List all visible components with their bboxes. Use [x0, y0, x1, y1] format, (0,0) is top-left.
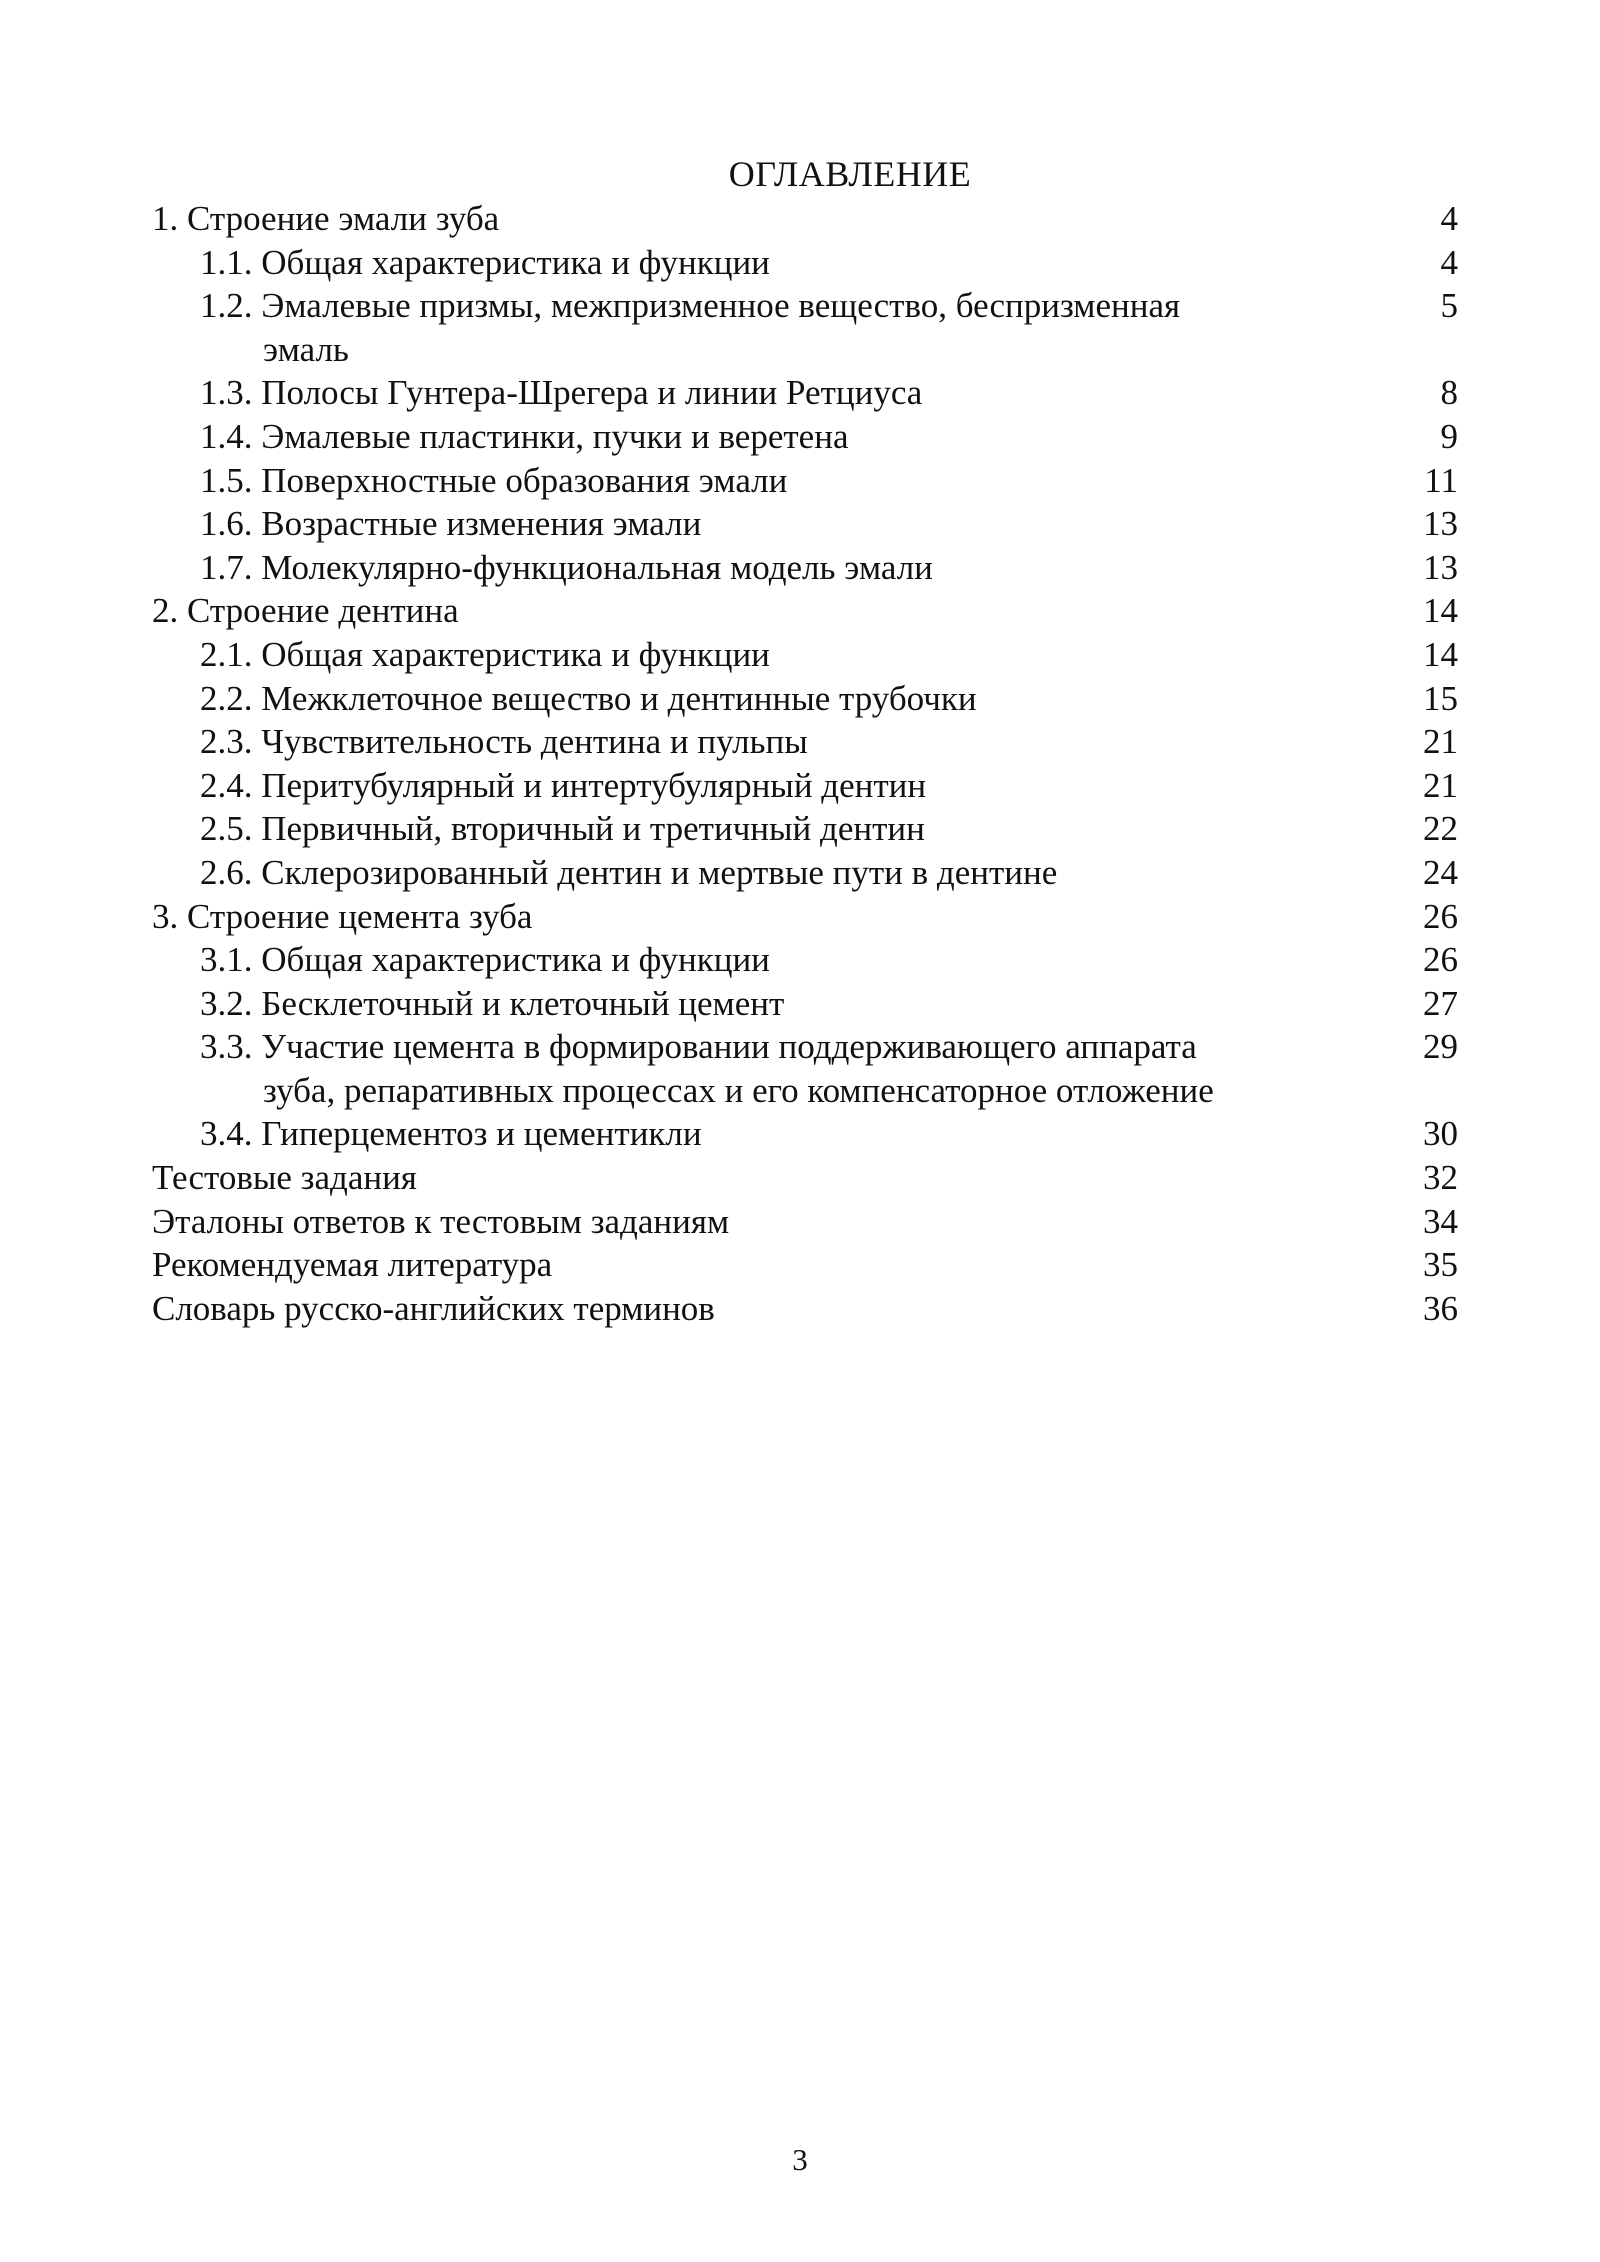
toc-entry-label — [152, 502, 1458, 546]
toc-entry — [152, 241, 1458, 285]
toc-entry-label — [152, 1025, 1458, 1112]
toc-entry — [152, 720, 1458, 764]
toc-entry-text: 3. Строение цемента зуба — [152, 896, 533, 936]
toc-entry — [152, 502, 1458, 546]
toc-entry — [152, 807, 1458, 851]
toc-entry-text: Рекомендуемая литература — [152, 1245, 553, 1285]
toc-entry-page-number: 4 — [1440, 199, 1458, 238]
toc-entry-page-number: 13 — [1423, 504, 1458, 544]
toc-entry-text: 1. Строение эмали зуба — [152, 199, 500, 238]
toc-entry-text: 1.6. Возрастные изменения эмали — [200, 504, 702, 544]
toc-entry-page-number: 4 — [1440, 242, 1458, 282]
toc-entry-label — [152, 1287, 1458, 1331]
toc-entry-label — [152, 677, 1458, 721]
toc-entry-page-number: 22 — [1423, 809, 1458, 849]
toc-entry-label — [152, 415, 1458, 459]
toc-entry-label — [152, 459, 1458, 503]
toc-entry-page-number: 13 — [1423, 547, 1458, 587]
toc-entry-text: 1.5. Поверхностные образования эмали — [200, 460, 788, 500]
toc-entry-label — [152, 720, 1458, 764]
toc-entry — [152, 1287, 1458, 1331]
toc-entry — [152, 764, 1458, 808]
toc-entry-label — [152, 807, 1458, 851]
toc-entry-page-number: 9 — [1440, 416, 1458, 456]
toc-entry-page-number: 35 — [1423, 1245, 1458, 1285]
toc-entry — [152, 982, 1458, 1026]
toc-entry-label — [152, 938, 1458, 982]
toc-entry-text: 3.1. Общая характеристика и функции — [200, 940, 770, 980]
toc-entry — [152, 1200, 1458, 1244]
toc-entry-label — [152, 851, 1458, 895]
toc-entry — [152, 633, 1458, 677]
toc-entry-label — [152, 982, 1458, 1026]
toc-entry-label — [152, 241, 1458, 285]
toc-entry-text: 3.2. Бесклеточный и клеточный цемент — [200, 983, 785, 1023]
toc-entry-label — [152, 1156, 1458, 1200]
toc-entry-label — [152, 197, 1458, 241]
toc-entry-page-number: 36 — [1423, 1288, 1458, 1328]
toc-entry-label — [152, 1200, 1458, 1244]
toc-entry-page-number: 21 — [1423, 722, 1458, 762]
toc-entry — [152, 1243, 1458, 1287]
toc-entry-page-number: 29 — [1423, 1027, 1458, 1067]
toc-entry — [152, 895, 1458, 939]
toc-title: ОГЛАВЛЕНИЕ — [728, 154, 972, 194]
toc-entry — [152, 1025, 1458, 1112]
toc-entry-page-number: 15 — [1423, 678, 1458, 718]
toc-entry-label — [152, 284, 1458, 371]
toc-entry-page-number: 14 — [1423, 591, 1458, 631]
toc-entry-label — [152, 895, 1458, 939]
toc-entry-text-continuation: эмаль — [263, 329, 349, 369]
toc-entry-text: 2.5. Первичный, вторичный и третичный дентин — [200, 809, 925, 849]
table-of-contents — [152, 197, 1458, 1330]
toc-entry-text: 2.6. Склерозированный дентин и мертвые пути в дентине — [200, 852, 1058, 892]
toc-entry-page-number: 21 — [1423, 765, 1458, 805]
toc-entry-text: 2.1. Общая характеристика и функции — [200, 634, 770, 674]
toc-entry-text: Тестовые задания — [152, 1158, 417, 1198]
page-number: 3 — [792, 2142, 808, 2177]
toc-entry — [152, 284, 1458, 371]
toc-entry-text: 1.3. Полосы Гунтера-Шрегера и линии Ретциуса — [200, 373, 923, 413]
toc-entry-label — [152, 546, 1458, 590]
toc-entry — [152, 1156, 1458, 1200]
toc-entry — [152, 371, 1458, 415]
toc-entry — [152, 677, 1458, 721]
toc-entry-label — [152, 589, 1458, 633]
toc-entry-text: 2.2. Межклеточное вещество и дентинные трубочки — [200, 678, 977, 718]
toc-entry — [152, 197, 1458, 241]
toc-entry-page-number: 24 — [1423, 852, 1458, 892]
toc-entry — [152, 415, 1458, 459]
toc-entry-label — [152, 1243, 1458, 1287]
toc-entry-page-number: 32 — [1423, 1158, 1458, 1198]
toc-entry-label — [152, 633, 1458, 677]
toc-entry-text: 1.4. Эмалевые пластинки, пучки и веретена — [200, 416, 849, 456]
toc-entry-label — [152, 1112, 1458, 1156]
toc-entry-text: 1.1. Общая характеристика и функции — [200, 242, 770, 282]
toc-entry — [152, 938, 1458, 982]
toc-entry-text: 1.2. Эмалевые призмы, межпризменное вещество, беспризменная — [200, 286, 1181, 326]
toc-entry-page-number: 8 — [1440, 373, 1458, 413]
toc-entry — [152, 546, 1458, 590]
toc-entry-page-number: 5 — [1440, 286, 1458, 326]
toc-entry-text: 2.4. Перитубулярный и интертубулярный дентин — [200, 765, 927, 805]
toc-entry-text: Словарь русско-английских терминов — [152, 1288, 715, 1328]
toc-entry-page-number: 27 — [1423, 983, 1458, 1023]
toc-entry-text: 3.3. Участие цемента в формировании поддерживающего аппарата — [200, 1027, 1197, 1067]
toc-entry-page-number: 26 — [1423, 940, 1458, 980]
toc-entry-text: Эталоны ответов к тестовым заданиям — [152, 1201, 730, 1241]
toc-entry-page-number: 11 — [1424, 460, 1458, 500]
toc-entry — [152, 459, 1458, 503]
toc-entry-label — [152, 371, 1458, 415]
toc-entry-text: 2.3. Чувствительность дентина и пульпы — [200, 722, 808, 762]
toc-entry-page-number: 26 — [1423, 896, 1458, 936]
toc-entry-page-number: 14 — [1423, 634, 1458, 674]
toc-entry-page-number: 30 — [1423, 1114, 1458, 1154]
toc-entry — [152, 589, 1458, 633]
toc-entry-text: 3.4. Гиперцементоз и цементикли — [200, 1114, 702, 1154]
toc-entry — [152, 1112, 1458, 1156]
toc-entry-text-continuation: зуба, репаративных процессах и его компенсаторное отложение — [263, 1070, 1214, 1110]
toc-entry-label — [152, 764, 1458, 808]
toc-entry — [152, 851, 1458, 895]
toc-entry-page-number: 34 — [1423, 1201, 1458, 1241]
toc-entry-text: 2. Строение дентина — [152, 591, 459, 631]
toc-entry-text: 1.7. Молекулярно-функциональная модель эмали — [200, 547, 933, 587]
